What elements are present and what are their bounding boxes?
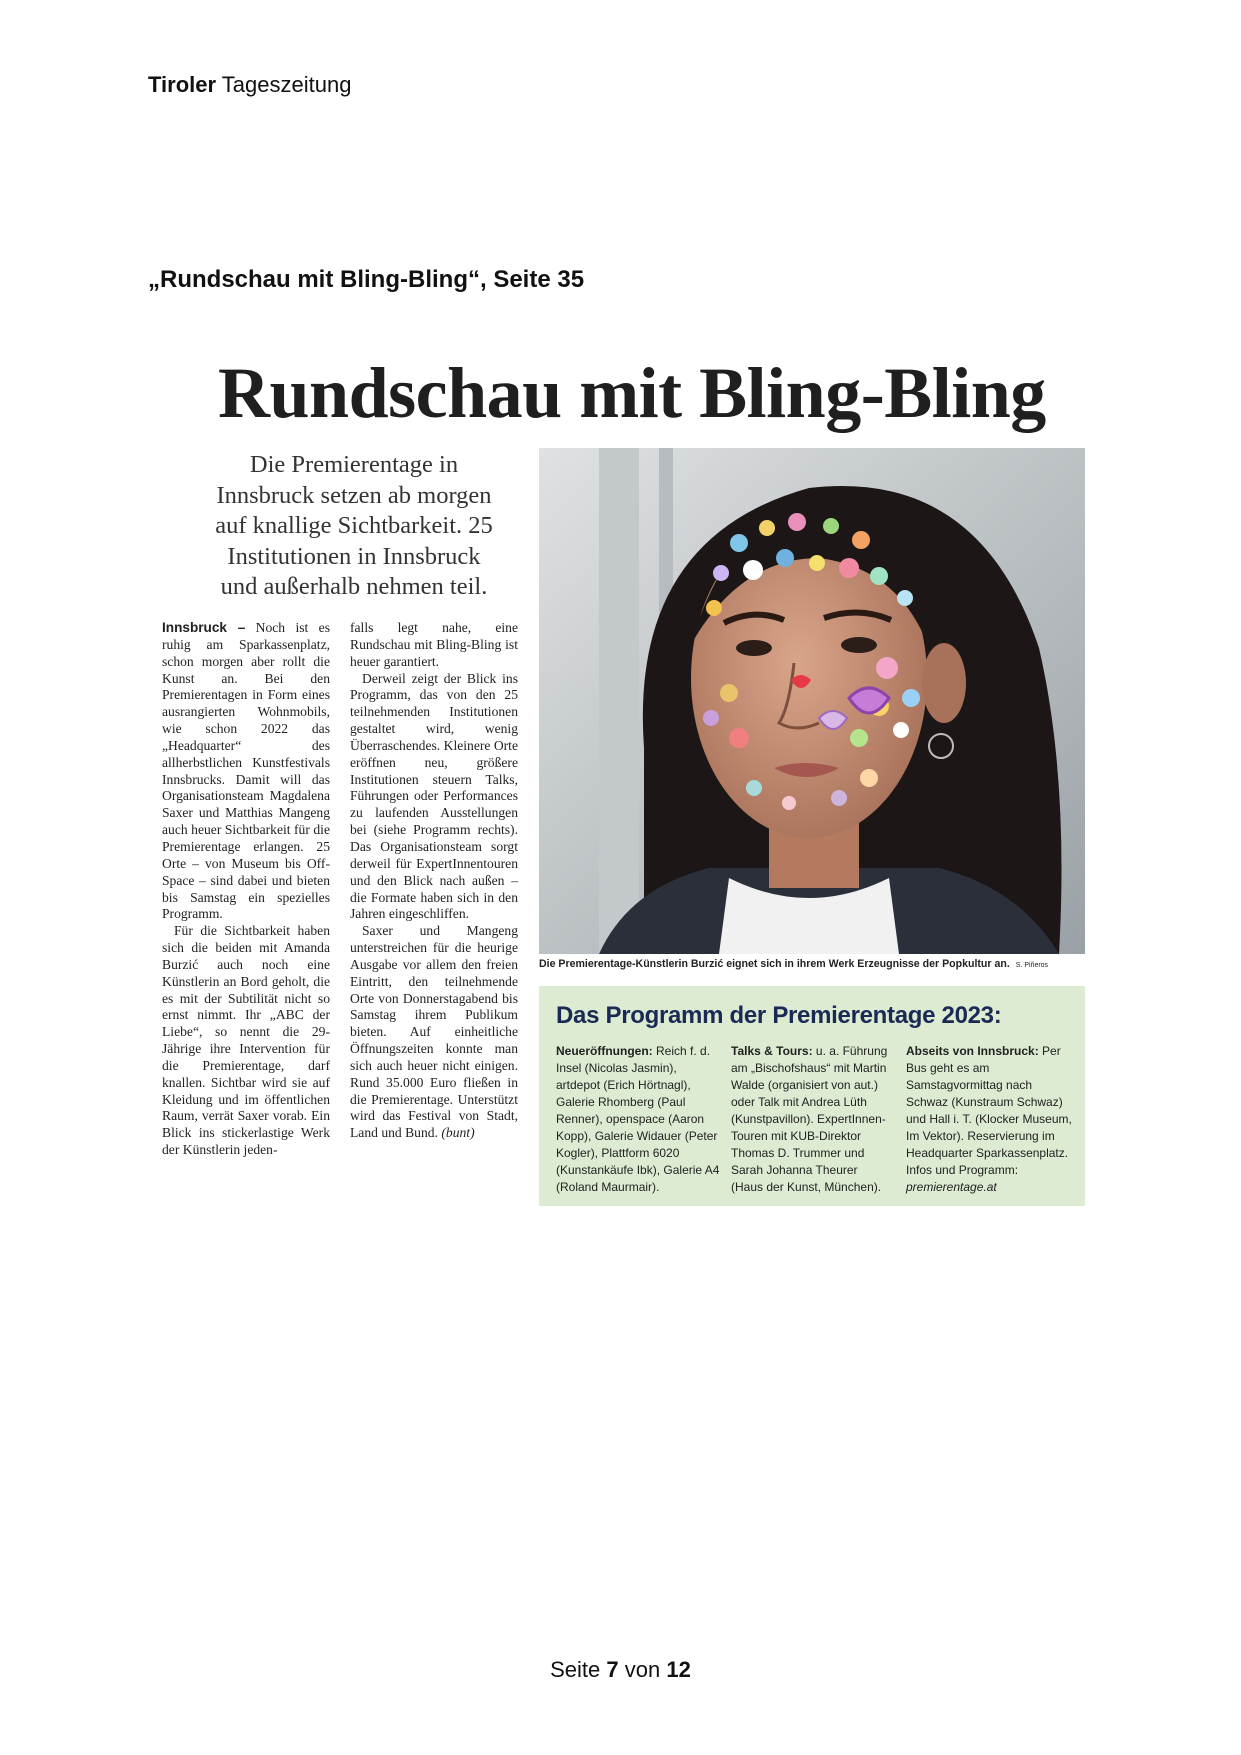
program-box-title: Das Programm der Premierentage 2023: xyxy=(556,1002,1002,1029)
program-label: Abseits von Innsbruck: xyxy=(906,1044,1039,1058)
page-footer xyxy=(0,1657,1241,1683)
footer-middle: von xyxy=(624,1657,661,1682)
program-label: Neueröffnungen: xyxy=(556,1044,653,1058)
portrait-illustration xyxy=(539,448,1085,954)
byline: (bunt) xyxy=(441,1125,475,1141)
article-column-2 xyxy=(350,620,518,1142)
program-label: Talks & Tours: xyxy=(731,1044,813,1058)
caption-text: Die Premierentage-Künstlerin Burzić eignet sich in ihrem Werk Erzeugnisse der Popkultur an. xyxy=(539,958,1010,970)
program-text: u. a. Führung am „Bischofshaus“ mit Martin Walde (organisiert von aut.) oder Talk mit Andrea Lüth (Kunstpavillon). ExpertInnen-Touren mit KUB-Direktor Thomas D. Trummer und Sarah Johanna Theurer (Haus der Kunst, München). xyxy=(731,1044,888,1194)
article-paragraph: falls legt nahe, eine Rundschau mit Bling-Bling ist heuer garantiert. xyxy=(350,620,518,669)
program-text: Per Bus geht es am Samstagvormittag nach Schwaz (Kunstraum Schwaz) und Hall i. T. (Klocker Museum, Im Vektor). Reservierung im Headquarter Sparkassenplatz. Infos und Programm: xyxy=(906,1044,1072,1177)
lead-line: Die Premierentage in xyxy=(249,451,459,478)
program-column xyxy=(906,1043,1072,1196)
article-paragraph xyxy=(350,923,518,1142)
article-photo xyxy=(539,448,1085,954)
footer-page-number: 7 xyxy=(606,1657,619,1682)
article-paragraph xyxy=(162,620,330,923)
lead-line: und außerhalb nehmen teil. xyxy=(220,573,488,600)
footer-total-pages: 12 xyxy=(666,1657,691,1682)
reference-title: „Rundschau mit Bling-Bling“, Seite 35 xyxy=(148,266,585,293)
article-lead xyxy=(168,450,540,603)
program-column xyxy=(556,1043,722,1196)
masthead-regular: Tageszeitung xyxy=(221,72,352,97)
paragraph-text: Noch ist es ruhig am Sparkassenplatz, schon morgen aber rollt die Kunst an. Bei den Premierentagen in Form eines ausrangierten Wohnmobils, wie schon 2022 das „Headquarter“ des allherbstlichen Kunstfestivals Innsbrucks. Damit will das Organisationsteam Magdalena Saxer und Matthias Mangeng auch heuer Sichtbarkeit für die Premierentage erlangen. 25 Orte – von Museum bis Off-Space – sind dabei und bieten bis Samstag ein spezielles Programm. xyxy=(162,620,330,922)
article-headline: Rundschau mit Bling-Bling xyxy=(218,353,1046,433)
photo-caption xyxy=(539,958,1085,970)
article-paragraph: Derweil zeigt der Blick ins Programm, das von den 25 teilnehmenden Institutionen gestaltet wird, wenig Überraschendes. Kleinere Orte eröffnen neu, größere Institutionen steuern Talks, Führungen oder Performances zu laufenden Ausstellungen bei (siehe Programm rechts). Das Organisationsteam sorgt derweil für ExpertInnentouren und den Blick nach außen – die Formate haben sich in den Jahren eingeschliffen. xyxy=(350,670,518,922)
footer-prefix: Seite xyxy=(550,1657,601,1682)
paragraph-text: Saxer und Mangeng unterstreichen für die heurige Ausgabe vor allem den freien Eintritt, den teilnehmende Orte von Donnerstagabend bis Samstag ihrem Publikum bieten. Auf einheitliche Öffnungszeiten konnte man sich auch heuer nicht einigen. Rund 35.000 Euro fließen in die Premierentage. Unterstützt wird das Festival von Stadt, Land und Bund. xyxy=(350,923,518,1141)
program-text: Reich f. d. Insel (Nicolas Jasmin), artdepot (Erich Hörtnagl), Galerie Rhomberg (Paul Renner), openspace (Aaron Kopp), Galerie Widauer (Peter Kogler), Plattform 6020 (Kunstankäufe Ibk), Galerie A4 (Roland Maurmair). xyxy=(556,1044,720,1194)
masthead xyxy=(148,72,351,98)
masthead-bold: Tiroler xyxy=(148,72,217,97)
program-box xyxy=(539,986,1085,1206)
program-column xyxy=(731,1043,891,1196)
article-column-1 xyxy=(162,620,330,1159)
lead-line: Institutionen in Innsbruck xyxy=(227,542,481,570)
article-paragraph: Für die Sichtbarkeit haben sich die beiden mit Amanda Burzić auch noch eine Künstlerin an Bord geholt, die es mit der Subtilität nicht so ernst nimmt. Ihr „ABC der Liebe“, so nennt die 29-Jährige ihre Intervention für die Premierentage, darf knallen. Sichtbar wird sie auf Kleidung und im öffentlichen Raum, verrät Saxer vorab. Ein Blick ins stickerlastige Werk der Künstlerin jeden- xyxy=(162,923,330,1158)
lead-line: auf knallige Sichtbarkeit. 25 xyxy=(215,512,493,539)
dateline: Innsbruck – xyxy=(162,620,246,635)
program-link[interactable]: premierentage.at xyxy=(906,1180,997,1194)
lead-line: Innsbruck setzen ab morgen xyxy=(216,481,492,509)
photo-credit: S. Piñeros xyxy=(1015,962,1049,969)
